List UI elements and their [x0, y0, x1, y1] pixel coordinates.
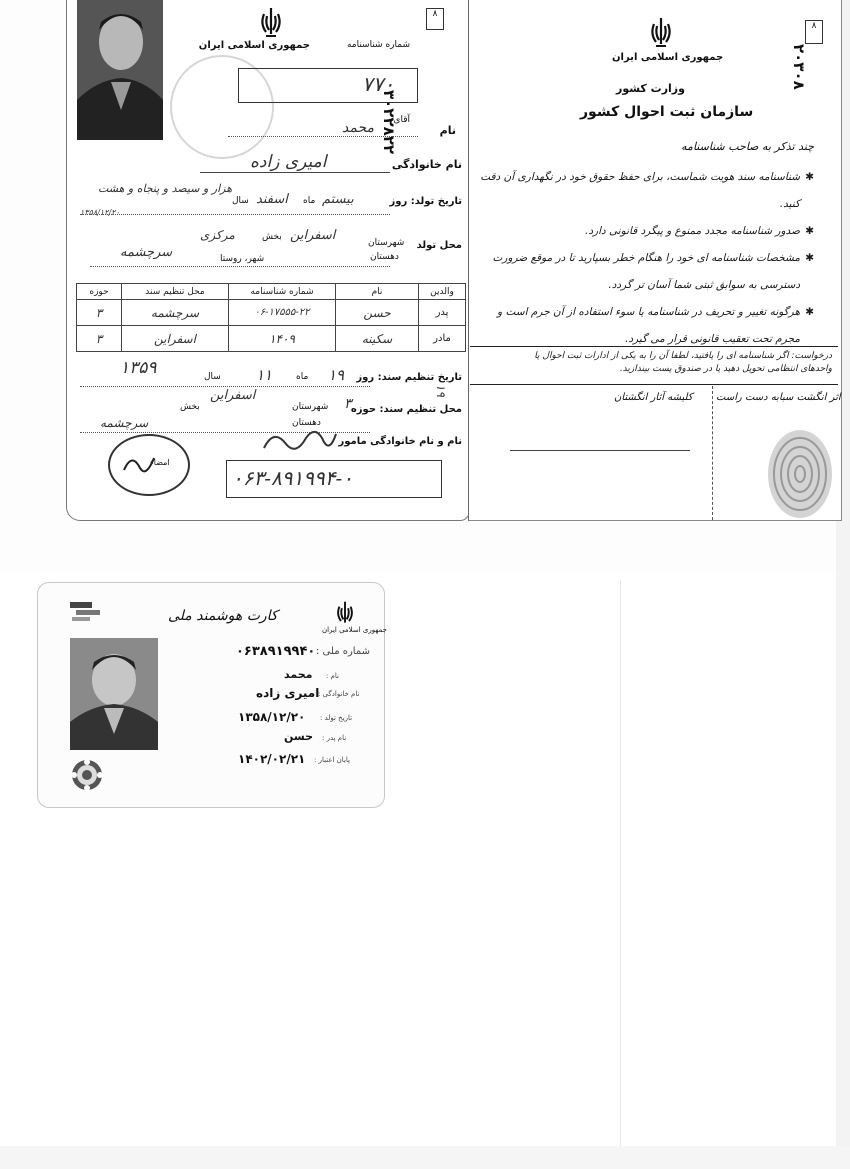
issue-date-month: ۱۱ — [256, 366, 273, 384]
list-item: ✱ صدور شناسنامه مجدد ممنوع و پیگرد قانونی دارد. — [584, 225, 814, 237]
town-label: شهر، روستا — [220, 254, 265, 264]
organization: سازمان ثبت احوال کشور — [580, 104, 754, 120]
parents-table-header — [77, 284, 466, 300]
officer-label: نام و نام خانوادگی مامور — [338, 436, 462, 447]
serial-vertical: ۳۰۲۲۸۲۲ — [380, 90, 398, 155]
issue-date-line — [80, 386, 370, 387]
birth-date-month: اسفند — [256, 192, 288, 207]
right-mark-icon: ۸ — [805, 20, 823, 44]
table-header: شماره شناسنامه — [229, 284, 336, 300]
issue-date-month-label: ماه — [296, 372, 309, 382]
issue-place-district-label: بخش — [180, 402, 200, 412]
fingerprint-divider — [712, 386, 713, 520]
family-name-label: نام خانوادگی — [391, 158, 462, 171]
serial-mark-icon: ۸ — [426, 8, 444, 30]
birth-date-extra: ۱۳۵۸/۱۲/۲۰ — [80, 208, 120, 217]
birth-date-year-label: سال — [232, 196, 249, 206]
notice-list — [480, 164, 814, 353]
request-bottom-line — [470, 384, 838, 385]
stamp-text: امضاء — [150, 458, 170, 467]
card-title: کارت هوشمند ملی — [168, 608, 278, 624]
emblem-icon — [646, 16, 676, 48]
national-id: ۰۶۳-۸۹۱۹۹۴-۰ — [232, 466, 353, 490]
card-rosette-icon — [70, 758, 104, 796]
table-cell: مادر — [419, 326, 466, 352]
table-header: والدین — [419, 284, 466, 300]
table-cell: ۱۴۰۹ — [229, 326, 336, 352]
table-row — [77, 326, 466, 352]
first-name-value: محمد — [342, 120, 374, 136]
issue-place-hoze: ۳ — [344, 396, 352, 412]
card-name-label: نام : — [326, 672, 339, 680]
request-top-line — [470, 346, 838, 347]
card-emblem-icon — [333, 600, 357, 626]
issue-date-day: ۱۹ — [328, 366, 345, 384]
village-label: دهستان — [370, 252, 399, 262]
card-national-number-label: شماره ملی : — [316, 646, 371, 657]
village-value: سرچشمه — [120, 245, 173, 260]
birth-place-city-label: شهرستان — [368, 238, 405, 248]
ministry: وزارت کشور — [616, 82, 685, 95]
table-cell: اسفراین — [122, 326, 229, 352]
list-item: ✱ شناسنامه سند هویت شماست، برای حفظ حقوق خود در نگهداری آن دقت کنید. — [480, 171, 814, 210]
card-birth-value: ۱۳۵۸/۱۲/۲۰ — [238, 710, 306, 724]
issue-place-city-label: شهرستان — [292, 402, 329, 412]
parents-table — [76, 283, 466, 352]
birth-date-day: بیستم — [322, 192, 354, 207]
fingerprint-col1: کلیشه آثار انگشتان — [614, 392, 693, 403]
birth-date-line — [80, 214, 390, 215]
card-birth-label: تاریخ تولد : — [320, 714, 353, 722]
issue-date-label: تاریخ تنظیم سند: روز — [356, 372, 462, 383]
first-name-label: نام — [439, 124, 456, 137]
table-cell: ۰۶-۱۷۵۵۵-۲۲ — [229, 300, 336, 326]
birth-place-district: مرکزی — [200, 228, 235, 242]
request-text: درخواست: اگر شناسنامه ای را یافتید، لطفا آن را به یکی از ادارات ثبت احوال یا واحدهای انتظامی تحویل دهید یا در صندوق پست بیندازید. — [534, 351, 832, 374]
table-row — [77, 300, 466, 326]
table-header: حوزه — [77, 284, 122, 300]
table-cell: ۳ — [77, 300, 122, 326]
card-republic-label: جمهوری اسلامی ایران — [322, 626, 387, 634]
fingerprint-icon — [764, 424, 836, 526]
village-line — [90, 266, 390, 267]
holder-photo — [77, 0, 163, 140]
left-republic-label: جمهوری اسلامی ایران — [198, 40, 310, 51]
table-cell: سرچشمه — [122, 300, 229, 326]
side-mark: ۱۹ — [434, 384, 448, 397]
table-header: محل تنظیم سند — [122, 284, 229, 300]
issue-place-label: محل تنظیم سند: حوزه — [350, 404, 462, 415]
fingerprint-line — [510, 450, 690, 451]
table-cell: حسن — [336, 300, 419, 326]
cert-number: ۷۷۰ — [362, 72, 395, 96]
birth-date-month-label: ماه — [303, 196, 316, 206]
card-logo-icon — [68, 600, 102, 626]
list-item: ✱ هرگونه تغییر و تحریف در شناسنامه یا سوء استفاده از آن جرم است و مجرم تحت تعقیب قانونی قرار می گیرد. — [497, 306, 814, 345]
card-photo — [70, 638, 158, 750]
right-republic-label: جمهوری اسلامی ایران — [612, 52, 724, 63]
table-header: نام — [336, 284, 419, 300]
issue-date-year-label: سال — [204, 372, 221, 382]
birth-place-district-label: بخش — [262, 232, 282, 242]
family-name-line — [200, 172, 390, 173]
card-family-value: امیری زاده — [256, 686, 320, 700]
list-item: ✱ مشخصات شناسنامه ای خود را هنگام خطر بسپارید تا در موقع ضرورت دسترسی به سوابق ثبتی شما آسان تر گردد. — [492, 252, 814, 291]
card-national-number: ۰۶۳۸۹۱۹۹۴۰ — [236, 644, 316, 659]
card-expiry-value: ۱۴۰۲/۰۲/۲۱ — [238, 752, 306, 766]
officer-signature — [260, 424, 340, 462]
table-cell: پدر — [419, 300, 466, 326]
issue-place-village-label: دهستان — [292, 418, 321, 428]
family-name-value: امیری زاده — [250, 152, 327, 172]
serial-label: شماره شناسنامه — [346, 40, 410, 50]
scan-bottom-edge — [0, 1146, 850, 1169]
birth-place-city: اسفراین — [290, 228, 336, 243]
issue-place-village: سرچشمه — [100, 416, 149, 430]
mr-label: آقای — [393, 115, 410, 125]
card-family-label: نام خانوادگی : — [318, 690, 360, 698]
birth-date-year: هزار و سیصد و پنجاه و هشت — [97, 182, 232, 195]
card-father-value: حسن — [284, 730, 314, 743]
issue-date-year: ۱۳۵۹ — [120, 358, 157, 378]
issue-place-city: اسفراین — [210, 388, 256, 403]
table-cell: سکینه — [336, 326, 419, 352]
birth-date-label: تاریخ تولد: روز — [389, 196, 462, 207]
card-expiry-label: پایان اعتبار : — [314, 756, 350, 764]
table-cell: ۳ — [77, 326, 122, 352]
card-name-value: محمد — [284, 668, 313, 681]
fingerprint-col2: اثر انگشت سبابه دست راست — [716, 392, 841, 403]
lower-page-edge — [620, 580, 621, 1146]
birth-place-label: محل تولد — [416, 240, 462, 251]
notice-title: چند تذکر به صاحب شناسنامه — [681, 140, 814, 153]
emblem-icon — [256, 6, 286, 38]
first-name-line — [228, 136, 418, 137]
card-father-label: نام پدر : — [322, 734, 347, 742]
right-side-marks: ۲۰۳۰۸ — [790, 44, 808, 90]
official-stamp — [108, 434, 190, 496]
